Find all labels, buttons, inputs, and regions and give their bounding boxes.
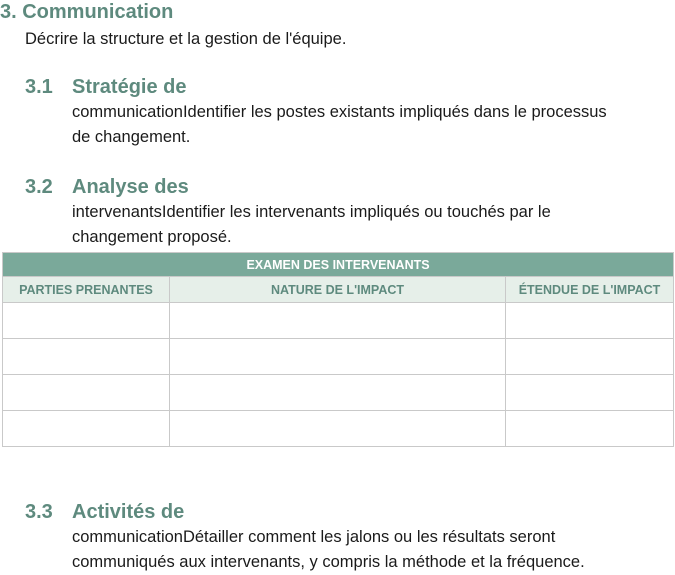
section-title: 3. Communication	[0, 1, 174, 23]
subsection-number: 3.3	[25, 501, 53, 523]
table-row	[3, 411, 674, 447]
body-line: communicationIdentifier les postes existants impliqués dans le processus	[72, 103, 607, 121]
table-cell[interactable]	[170, 411, 506, 447]
subsection-heading-3-2	[25, 175, 189, 199]
subsection-number: 3.1	[25, 76, 53, 98]
column-header-impact-nature: NATURE DE L'IMPACT	[170, 277, 506, 303]
body-line: intervenantsIdentifier les intervenants impliqués ou touchés par le	[72, 203, 551, 221]
subsection-title: Analyse des	[72, 176, 189, 198]
subsection-heading-3-3	[25, 500, 184, 524]
body-line: communiqués aux intervenants, y compris la méthode et la fréquence.	[72, 553, 585, 571]
table-title: EXAMEN DES INTERVENANTS	[3, 253, 674, 277]
subsection-body-3-3	[72, 525, 672, 575]
column-header-impact-extent: ÉTENDUE DE L'IMPACT	[506, 277, 674, 303]
table-cell[interactable]	[3, 375, 170, 411]
table-cell[interactable]	[170, 303, 506, 339]
column-header-stakeholders: PARTIES PRENANTES	[3, 277, 170, 303]
table-cell[interactable]	[506, 411, 674, 447]
section-intro: Décrire la structure et la gestion de l'équipe.	[25, 30, 347, 48]
subsection-body-3-2	[72, 200, 672, 250]
body-line: communicationDétailler comment les jalons ou les résultats seront	[72, 528, 556, 546]
subsection-body-3-1	[72, 100, 672, 150]
table-cell[interactable]	[506, 375, 674, 411]
table-cell[interactable]	[506, 339, 674, 375]
table-cell[interactable]	[3, 303, 170, 339]
subsection-title: Activités de	[72, 501, 185, 523]
table-cell[interactable]	[3, 339, 170, 375]
subsection-number: 3.2	[25, 176, 53, 198]
subsection-heading-3-1	[25, 75, 186, 99]
table-row	[3, 375, 674, 411]
table-cell[interactable]	[170, 339, 506, 375]
body-line: changement proposé.	[72, 228, 232, 246]
table-row	[3, 339, 674, 375]
subsection-title: Stratégie de	[72, 76, 187, 98]
table-cell[interactable]	[506, 303, 674, 339]
table-cell[interactable]	[170, 375, 506, 411]
stakeholder-review-table	[2, 252, 674, 447]
body-line: de changement.	[72, 128, 191, 146]
table-row	[3, 303, 674, 339]
table-cell[interactable]	[3, 411, 170, 447]
